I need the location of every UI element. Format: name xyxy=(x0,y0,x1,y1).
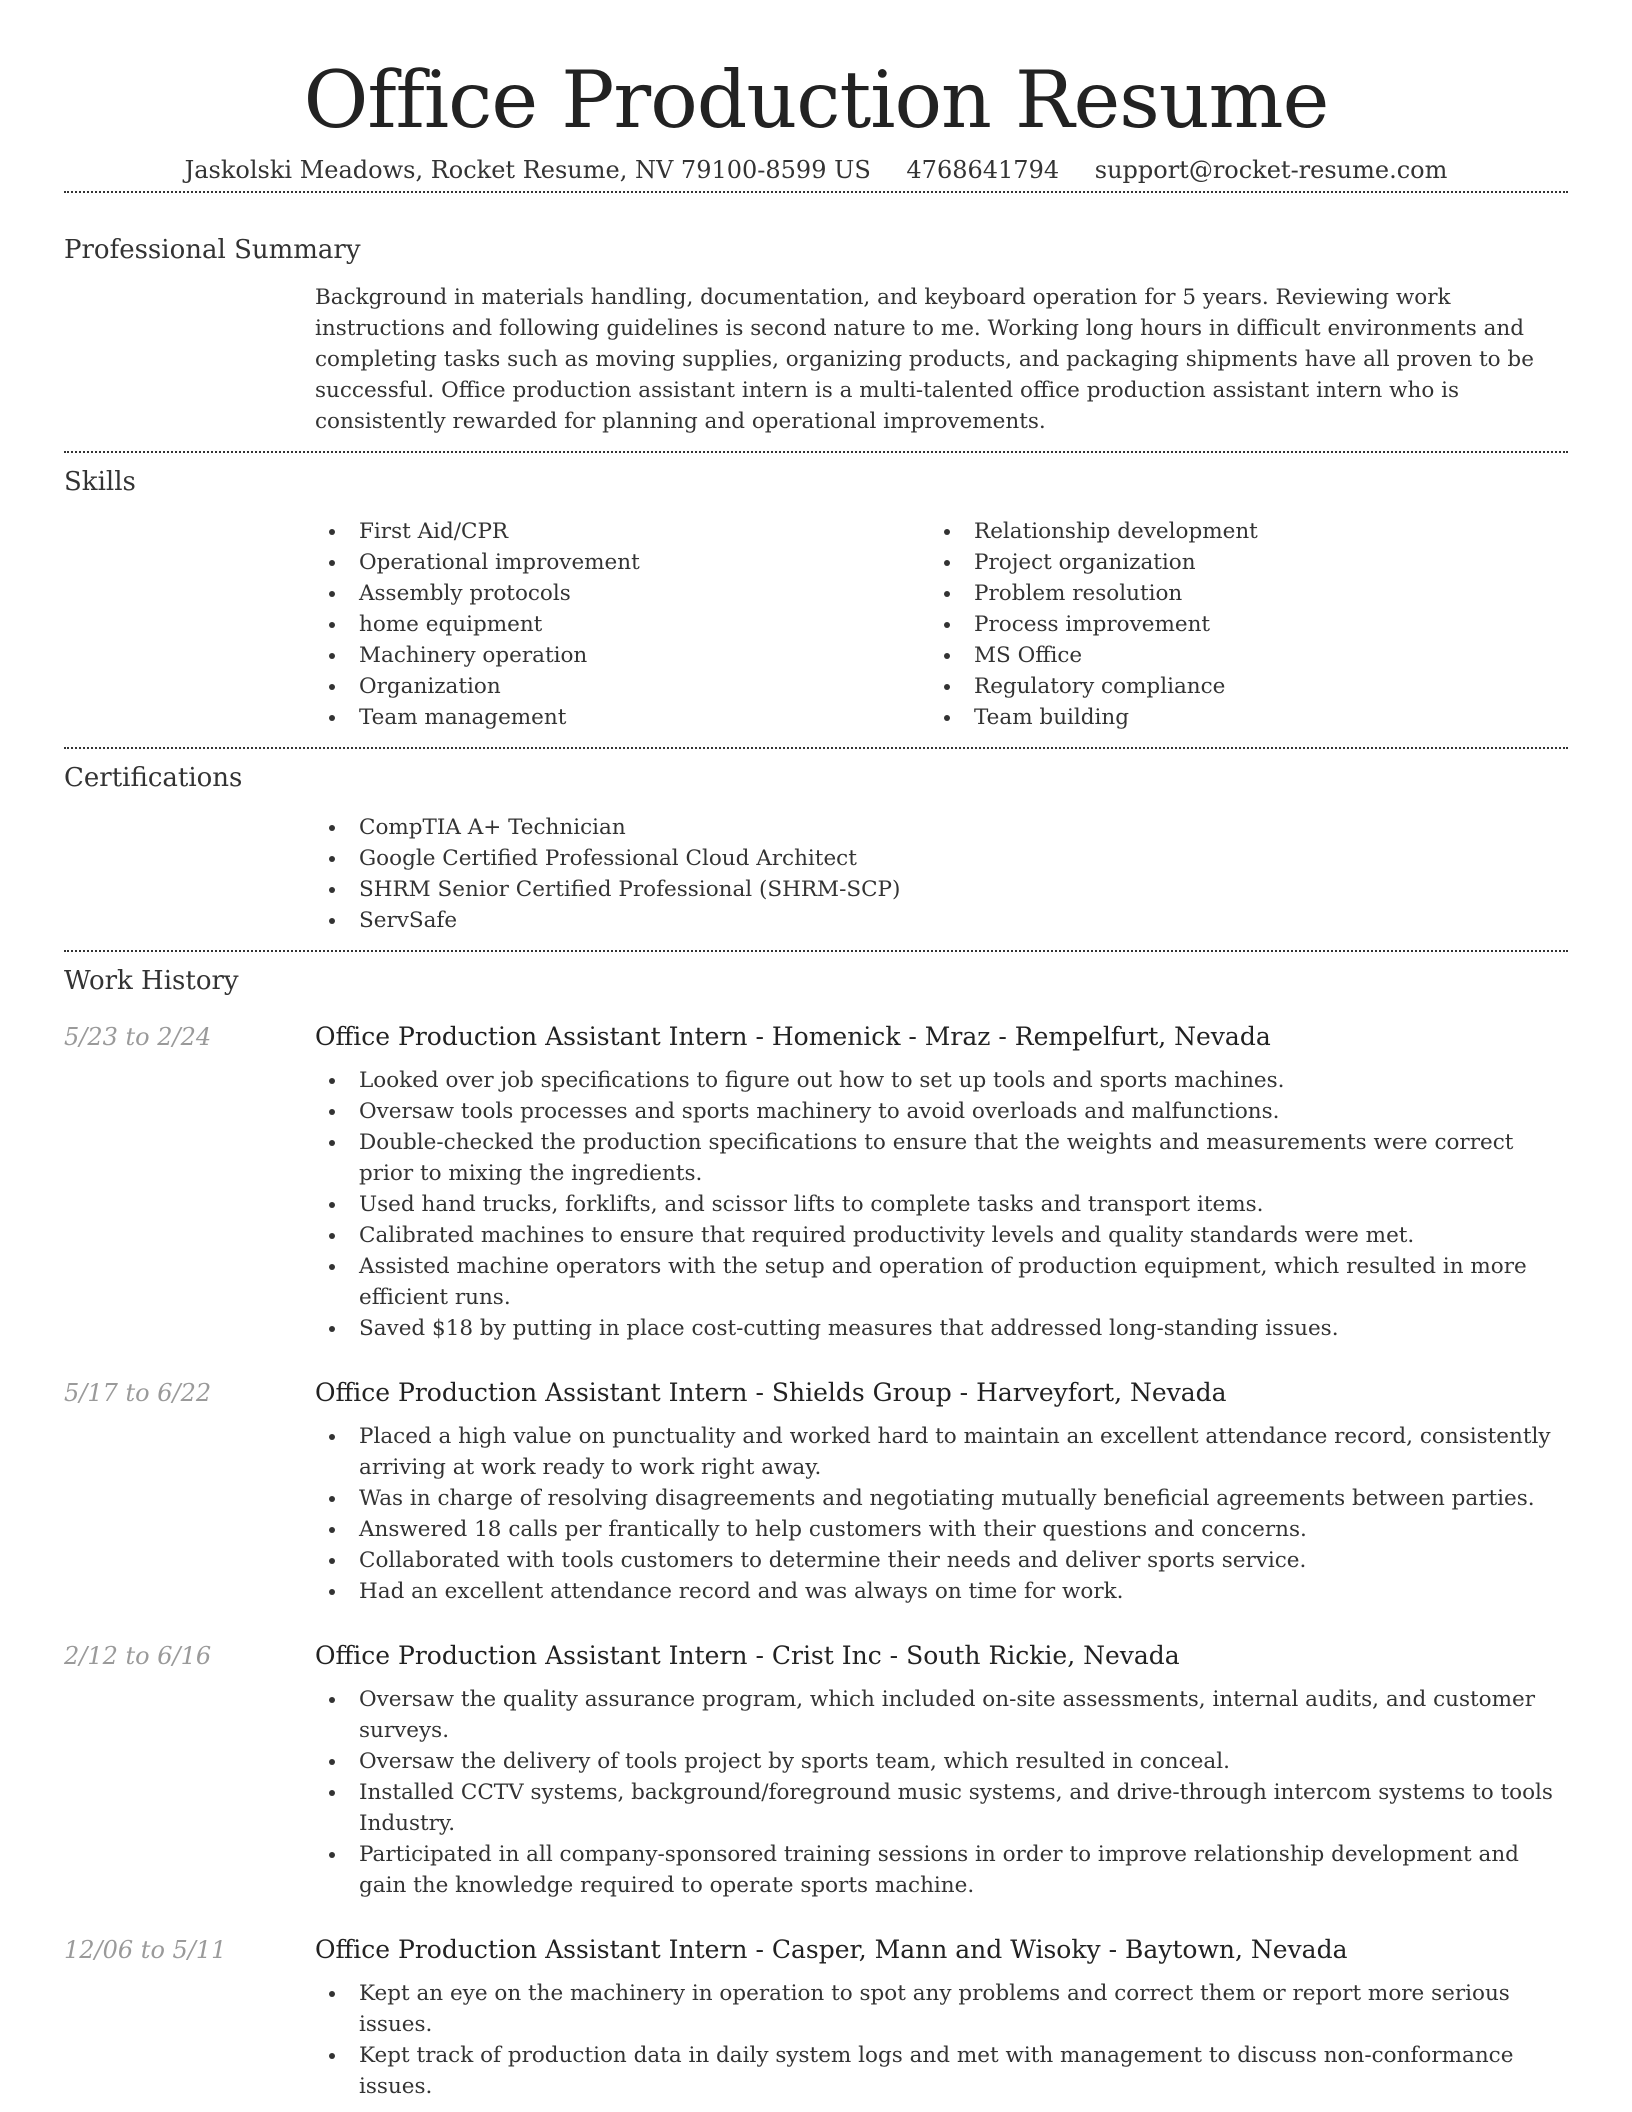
job-bullet: Installed CCTV systems, background/foreground music systems, and drive-through intercom systems to tools Industry. xyxy=(315,1777,1568,1839)
job-bullets xyxy=(315,1421,1568,1622)
job-entry xyxy=(64,1636,1568,1916)
summary-heading: Professional Summary xyxy=(64,235,361,265)
job-bullet: Placed a high value on punctuality and worked hard to maintain an excellent attendance record, consistently arriving at work ready to work right away. xyxy=(315,1421,1568,1483)
job-title: Office Production Assistant Intern - Crist Inc - South Rickie, Nevada xyxy=(315,1641,1180,1670)
certification-item: SHRM Senior Certified Professional (SHRM-SCP) xyxy=(315,874,1568,905)
job-bullet: Answered 18 calls per frantically to help customers with their questions and concerns. xyxy=(315,1514,1568,1545)
job-bullet: Oversaw the quality assurance program, which included on-site assessments, internal audits, and customer surveys. xyxy=(315,1684,1568,1746)
job-bullet: Was in charge of resolving disagreements and negotiating mutually beneficial agreements between parties. xyxy=(315,1483,1568,1514)
job-bullet: Kept an eye on the machinery in operation to spot any problems and correct them or report more serious issues. xyxy=(315,1978,1568,2040)
section-divider xyxy=(64,950,1568,952)
job-bullet: Oversaw tools processes and sports machinery to avoid overloads and malfunctions. xyxy=(315,1096,1568,1127)
resume-title: Office Production Resume xyxy=(303,54,1329,146)
certifications-section xyxy=(64,758,1568,950)
skill-item: Regulatory compliance xyxy=(930,671,1545,702)
job-bullet: Calibrated machines to ensure that required productivity levels and quality standards were met. xyxy=(315,1220,1568,1251)
skill-item: Problem resolution xyxy=(930,578,1545,609)
job-bullet: Double-checked the production specifications to ensure that the weights and measurements were correct prior to mixing the ingredients. xyxy=(315,1127,1568,1189)
certification-item: Google Certified Professional Cloud Architect xyxy=(315,843,1568,874)
skill-item: home equipment xyxy=(315,609,930,640)
job-title: Office Production Assistant Intern - Shields Group - Harveyfort, Nevada xyxy=(315,1378,1227,1407)
job-dates: 5/23 to 2/24 xyxy=(64,1023,212,1051)
job-bullet: Participated in all company-sponsored training sessions in order to improve relationship development and gain the knowledge required to operate sports machine. xyxy=(315,1839,1568,1901)
job-bullets xyxy=(315,1065,1568,1359)
job-bullet: Kept track of production data in daily system logs and met with management to discuss non-conformance issues. xyxy=(315,2040,1568,2102)
skill-item: Process improvement xyxy=(930,609,1545,640)
job-bullets xyxy=(315,1684,1568,1916)
summary-section xyxy=(64,235,1568,451)
certifications-heading: Certifications xyxy=(64,763,243,793)
skills-grid xyxy=(315,516,1568,747)
skills-heading: Skills xyxy=(64,467,136,497)
contact-phone: 4768641794 xyxy=(906,156,1060,184)
section-divider xyxy=(64,451,1568,453)
certifications-body xyxy=(315,812,1568,950)
job-bullet: Had an excellent attendance record and was always on time for work. xyxy=(315,1576,1568,1607)
job-entry xyxy=(64,1017,1568,1359)
job-details xyxy=(315,1017,1568,1359)
job-dates: 12/06 to 5/11 xyxy=(64,1936,227,1964)
job-details xyxy=(315,1373,1568,1622)
job-bullet: Collaborated with tools customers to determine their needs and deliver sports service. xyxy=(315,1545,1568,1576)
job-details xyxy=(315,1636,1568,1916)
work-history-section xyxy=(64,961,1568,2112)
skill-item: Operational improvement xyxy=(315,547,930,578)
job-bullet: Used hand trucks, forklifts, and scissor lifts to complete tasks and transport items. xyxy=(315,1189,1568,1220)
header-divider xyxy=(64,191,1568,193)
skill-item: Assembly protocols xyxy=(315,578,930,609)
job-bullet: Looked over job specifications to figure out how to set up tools and sports machines. xyxy=(315,1065,1568,1096)
certification-item: ServSafe xyxy=(315,905,1568,936)
skill-item: Project organization xyxy=(930,547,1545,578)
contact-email: support@rocket-resume.com xyxy=(1094,156,1448,184)
job-bullet: Oversaw the delivery of tools project by sports team, which resulted in conceal. xyxy=(315,1746,1568,1777)
skill-item: Relationship development xyxy=(930,516,1545,547)
skill-item: First Aid/CPR xyxy=(315,516,930,547)
job-dates: 5/17 to 6/22 xyxy=(64,1379,212,1407)
job-dates: 2/12 to 6/16 xyxy=(64,1642,212,1670)
skills-section xyxy=(64,462,1568,747)
job-title: Office Production Assistant Intern - Homenick - Mraz - Rempelfurt, Nevada xyxy=(315,1022,1271,1051)
skill-item: MS Office xyxy=(930,640,1545,671)
section-divider xyxy=(64,747,1568,749)
contact-line xyxy=(64,150,1568,190)
skill-item: Machinery operation xyxy=(315,640,930,671)
summary-text: Background in materials handling, documentation, and keyboard operation for 5 years. Reviewing work instructions and following guidelines is second nature to me. Working long hours in difficult environments and completing tasks such as moving supplies, organizing products, and packaging shipments have all proven to be successful. Office production assistant intern is a multi-talented office production assistant intern who is consistently rewarded for planning and operational improvements. xyxy=(315,285,1534,434)
job-entry xyxy=(64,1373,1568,1622)
skill-item: Organization xyxy=(315,671,930,702)
contact-address: Jaskolski Meadows, Rocket Resume, NV 79100-8599 US xyxy=(184,156,871,184)
job-bullet: Assisted machine operators with the setup and operation of production equipment, which resulted in more efficient runs. xyxy=(315,1251,1568,1313)
skill-item: Team management xyxy=(315,702,930,733)
job-bullets xyxy=(315,1978,1568,2112)
certification-item: CompTIA A+ Technician xyxy=(315,812,1568,843)
skills-left-list xyxy=(315,516,930,733)
skills-right-list xyxy=(930,516,1545,733)
skill-item: Team building xyxy=(930,702,1545,733)
certifications-list xyxy=(315,812,1568,936)
job-bullet: Saved $18 by putting in place cost-cutting measures that addressed long-standing issues. xyxy=(315,1313,1568,1344)
job-details xyxy=(315,1930,1568,2112)
job-title: Office Production Assistant Intern - Casper, Mann and Wisoky - Baytown, Nevada xyxy=(315,1935,1348,1964)
job-entry xyxy=(64,1930,1568,2112)
work-history-heading: Work History xyxy=(64,966,239,996)
